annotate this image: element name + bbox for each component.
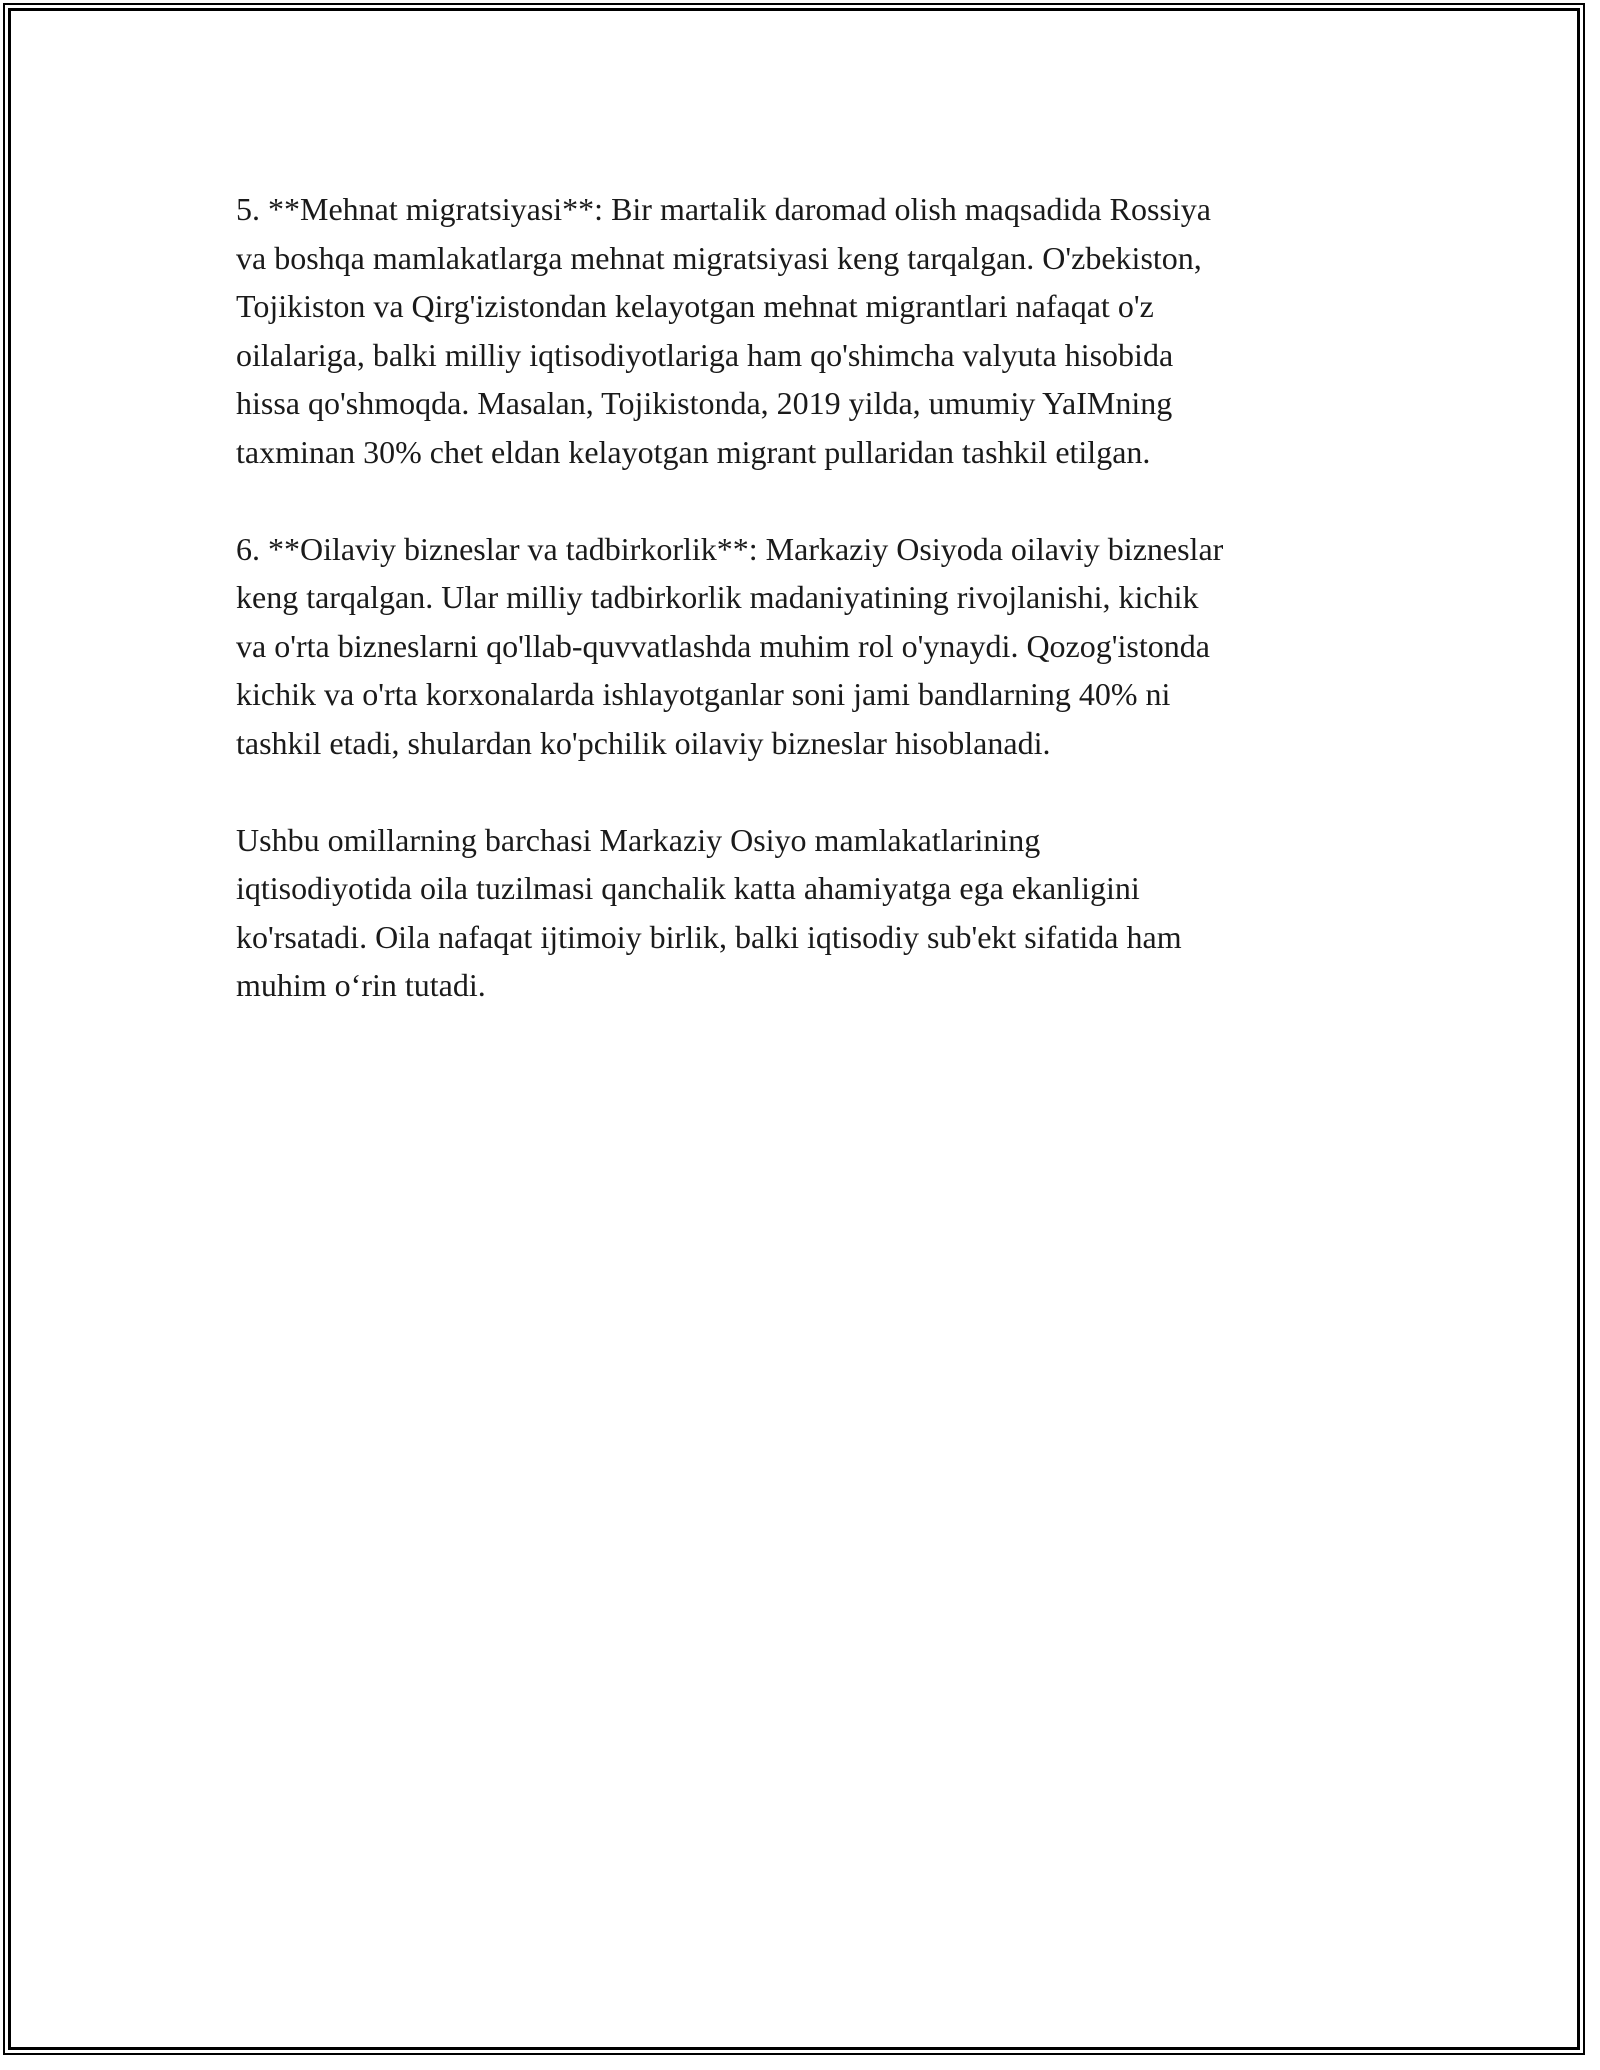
paragraph-conclusion: Ushbu omillarning barchasi Markaziy Osiyo mamlakatlarining iqtisodiyotida oila tuzilmasi qanchalik katta ahamiyatga ega ekanligini ko'rsatadi. Oila nafaqat ijtimoiy birlik, balki iqtisodiy sub'ekt sifatida ham muhim o‘rin tutadi. xyxy=(236,821,1182,1003)
paragraph-labor-migration: 5. **Mehnat migratsiyasi**: Bir martalik daromad olish maqsadida Rossiya va boshqa mamlakatlarga mehnat migratsiyasi keng tarqalgan. O'zbekiston, Tojikiston va Qirg'izistondan kelayotgan mehnat migrantlari nafaqat o'z oilalariga, balki milliy iqtisodiyotlariga ham qo'shimcha valyuta hisobida hissa qo'shmoqda. Masalan, Tojikistonda, 2019 yilda, umumiy YaIMning taxminan 30% chet eldan kelayotgan migrant pullaridan tashkil etilgan. xyxy=(236,191,1211,470)
document-body xyxy=(236,185,1386,1010)
paragraph-family-business: 6. **Oilaviy bizneslar va tadbirkorlik**: Markaziy Osiyoda oilaviy bizneslar keng tarqalgan. Ular milliy tadbirkorlik madaniyatining rivojlanishi, kichik va o'rta bizneslarni qo'llab-quvvatlashda muhim rol o'ynaydi. Qozog'istonda kichik va o'rta korxonalarda ishlayotganlar soni jami bandlarning 40% ni tashkil etadi, shulardan ko'pchilik oilaviy bizneslar hisoblanadi. xyxy=(236,530,1224,761)
